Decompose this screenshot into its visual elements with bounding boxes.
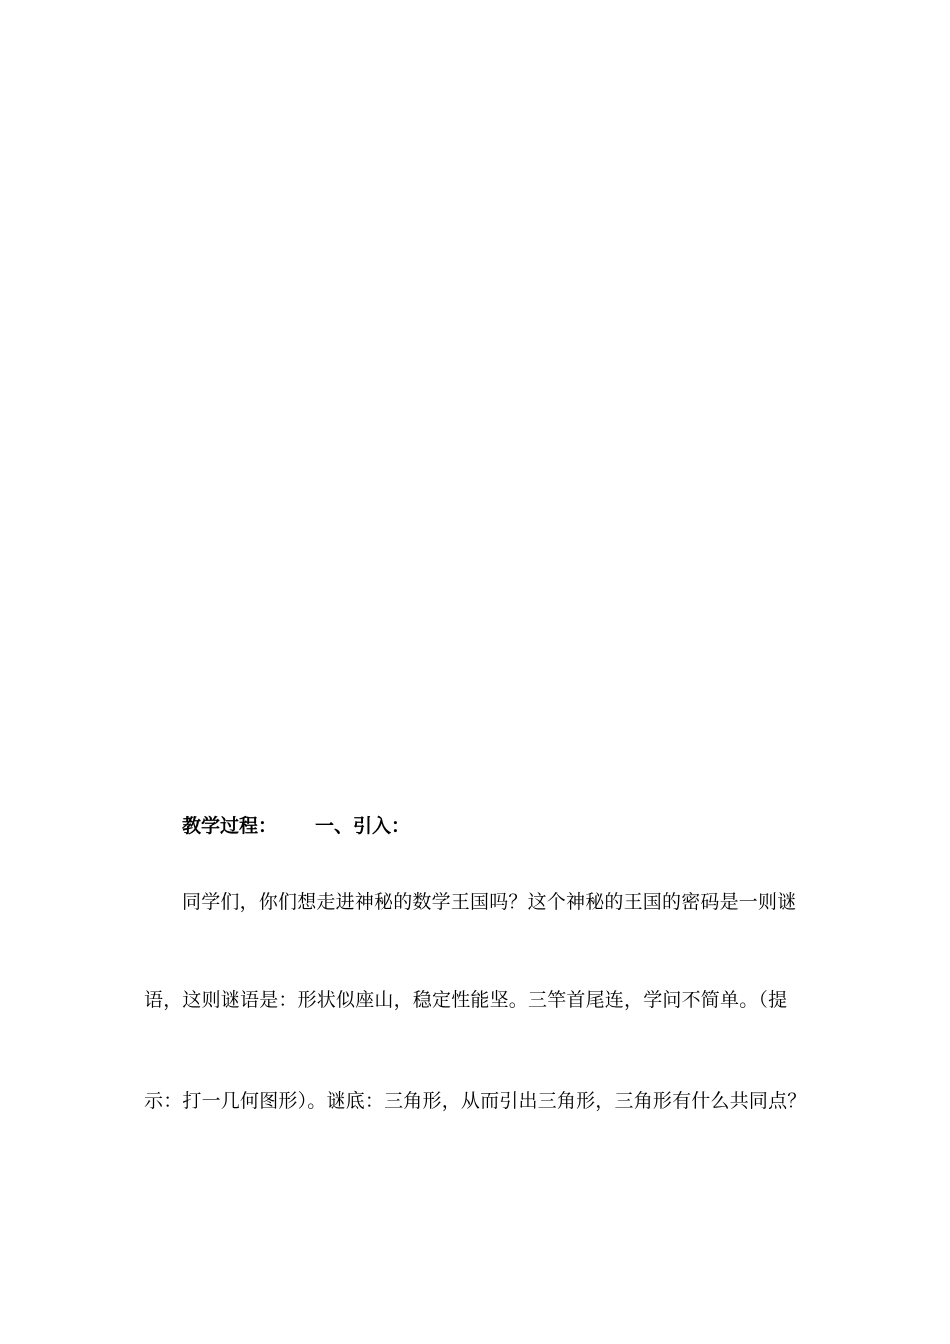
section-label: 教学过程：: [182, 815, 278, 837]
section-title: 一、引入：: [315, 815, 411, 837]
paragraph-line-1: 同学们，你们想走进神秘的数学王国吗？这个神秘的王国的密码是一则谜: [182, 891, 797, 913]
paragraph-line-3: 示：打一几何图形）。谜底：三角形，从而引出三角形，三角形有什么共同点？: [144, 1090, 807, 1112]
section-heading: [182, 814, 410, 838]
paragraph-line-2: 语，这则谜语是：形状似座山，稳定性能坚。三竿首尾连，学问不简单。（提: [144, 989, 788, 1011]
